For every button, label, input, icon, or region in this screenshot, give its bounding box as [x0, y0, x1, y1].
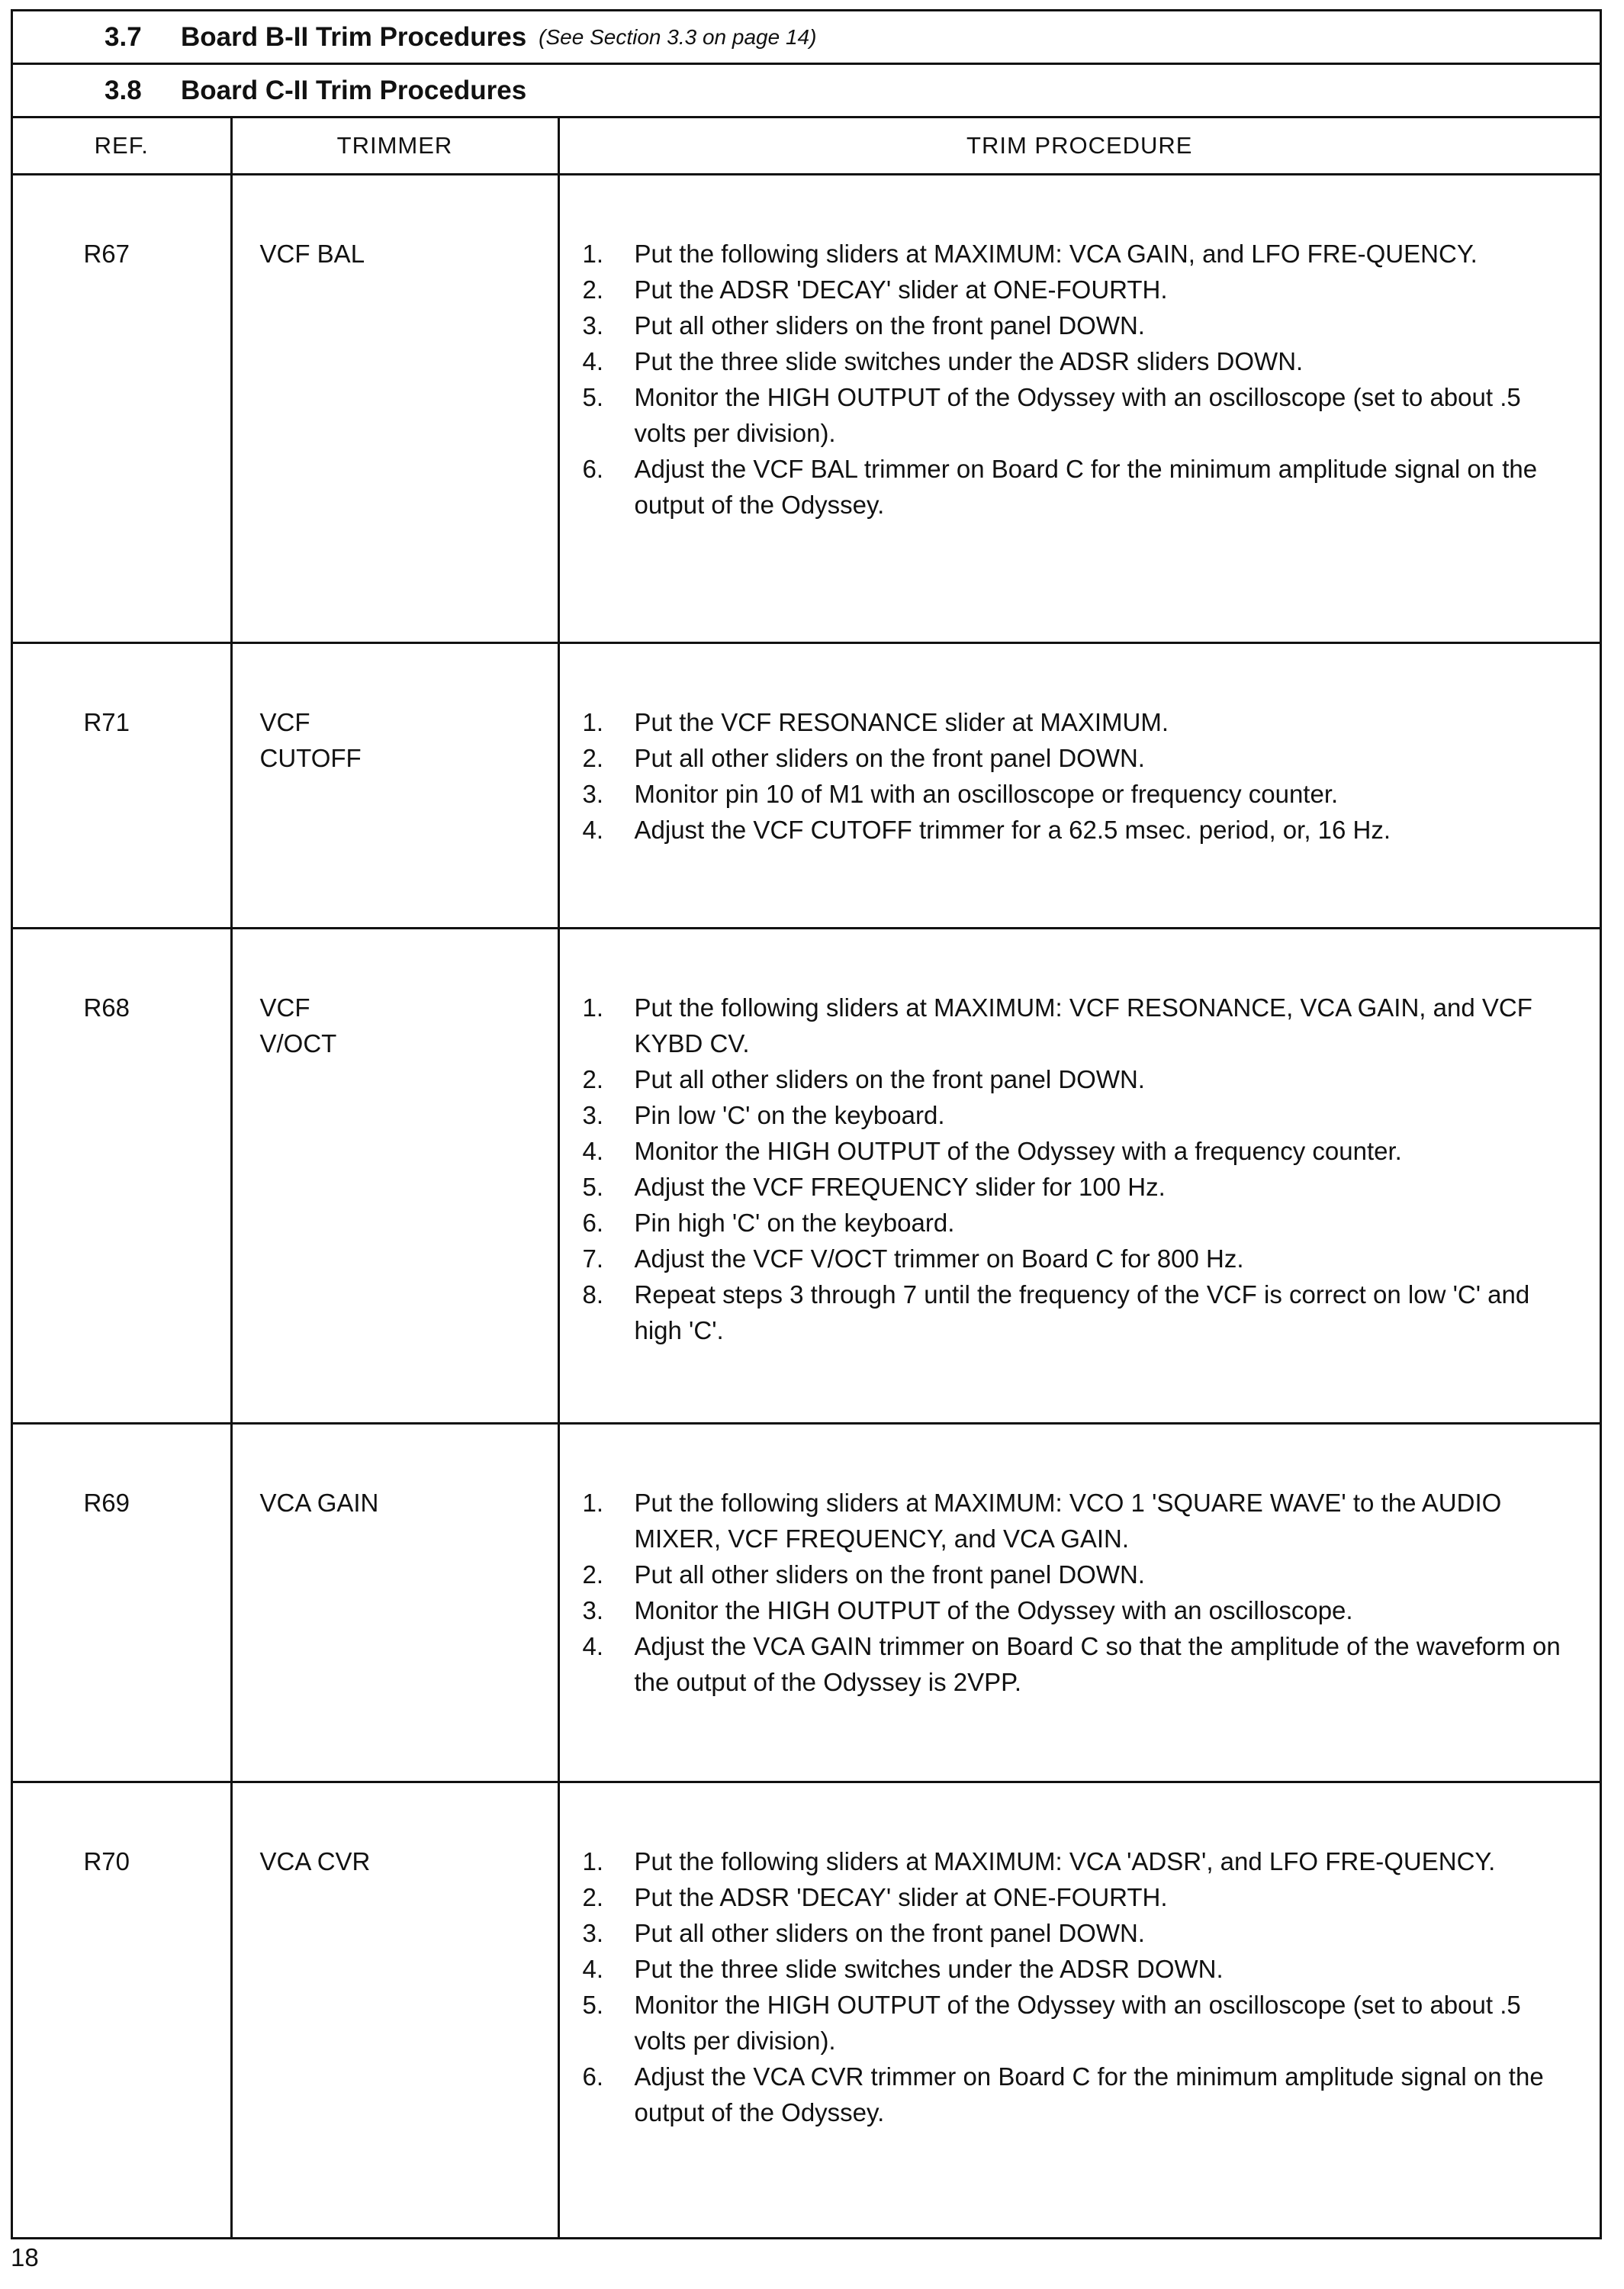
trimmer-name-line: VCA CVR: [259, 1847, 371, 1875]
procedure-step: [583, 451, 1577, 523]
step-number: 3.: [582, 311, 604, 340]
step-text: Put all other sliders on the front panel DOWN.: [634, 744, 1145, 772]
step-text: Adjust the VCF BAL trimmer on Board C for the minimum amplitude signal on the output of the Odyssey.: [634, 455, 1538, 519]
step-number: 2.: [582, 275, 604, 304]
step-number: 3.: [582, 1919, 604, 1947]
procedure-step: [583, 1951, 1577, 1987]
step-text: Put the VCF RESONANCE slider at MAXIMUM.: [634, 708, 1169, 736]
step-text: Monitor pin 10 of M1 with an oscilloscope or frequency counter.: [634, 780, 1339, 808]
procedure-step: [583, 1485, 1577, 1557]
trimmer-name-line: VCF: [259, 993, 310, 1022]
step-number: 2.: [582, 1883, 604, 1911]
table-row: [13, 643, 1600, 929]
step-number: 1.: [582, 240, 604, 268]
procedure-step: [583, 1592, 1577, 1628]
procedure-steps: [583, 1843, 1577, 2130]
procedure-step: [583, 1987, 1577, 2059]
step-number: 3.: [582, 780, 604, 808]
step-number: 8.: [582, 1280, 604, 1309]
ref-value: R67: [83, 240, 130, 268]
step-text: Put the following sliders at MAXIMUM: VCF RESONANCE, VCA GAIN, and VCF KYBD CV.: [634, 993, 1532, 1058]
step-number: 1.: [582, 1489, 604, 1517]
header-procedure: TRIM PROCEDURE: [558, 118, 1600, 175]
table-row: [13, 175, 1600, 643]
step-text: Put all other sliders on the front panel DOWN.: [634, 1065, 1145, 1093]
trimmer-name-line: CUTOFF: [259, 744, 362, 772]
section-number: 3.8: [105, 75, 142, 105]
step-text: Adjust the VCF CUTOFF trimmer for a 62.5 msec. period, or, 16 Hz.: [634, 816, 1391, 844]
trimmer-cell: [231, 1424, 558, 1782]
procedure-step: [583, 236, 1577, 272]
procedure-step: [583, 1097, 1577, 1133]
section-title: Board B-II Trim Procedures: [181, 21, 527, 52]
procedure-step: [583, 2059, 1577, 2130]
step-text: Monitor the HIGH OUTPUT of the Odyssey with an oscilloscope (set to about .5 volts per division).: [634, 1991, 1521, 2055]
step-text: Put the following sliders at MAXIMUM: VCO 1 'SQUARE WAVE' to the AUDIO MIXER, VCF FREQUENCY, and VCA GAIN.: [634, 1489, 1502, 1553]
procedure-step: [583, 1169, 1577, 1205]
ref-value: R71: [83, 708, 130, 736]
step-text: Put the three slide switches under the ADSR DOWN.: [634, 1955, 1224, 1983]
procedure-step: [583, 1133, 1577, 1169]
step-text: Put all other sliders on the front panel DOWN.: [634, 1919, 1145, 1947]
procedure-step: [583, 379, 1577, 451]
procedure-step: [583, 1843, 1577, 1879]
procedure-step: [583, 776, 1577, 812]
trim-table: [13, 118, 1600, 2237]
ref-cell: [13, 643, 231, 929]
procedure-step: [583, 1915, 1577, 1951]
step-number: 3.: [582, 1101, 604, 1129]
procedure-step: [583, 1879, 1577, 1915]
step-text: Adjust the VCF FREQUENCY slider for 100 Hz.: [634, 1173, 1166, 1201]
trimmer-cell: [231, 175, 558, 643]
trimmer-name-line: V/OCT: [259, 1029, 337, 1058]
section-heading-3-7: [13, 11, 1600, 65]
step-number: 5.: [582, 383, 604, 411]
step-number: 6.: [582, 2062, 604, 2091]
procedure-step: [583, 343, 1577, 379]
step-text: Put all other sliders on the front panel DOWN.: [634, 311, 1145, 340]
step-number: 4.: [582, 1955, 604, 1983]
section-heading-3-8: [13, 65, 1600, 118]
procedure-steps: [583, 236, 1577, 523]
section-title: Board C-II Trim Procedures: [181, 75, 527, 105]
procedure-cell: [558, 643, 1600, 929]
procedure-step: [583, 812, 1577, 848]
ref-value: R70: [83, 1847, 130, 1875]
procedure-steps: [583, 990, 1577, 1348]
section-note: (See Section 3.3 on page 14): [539, 24, 817, 49]
step-number: 4.: [582, 347, 604, 375]
trimmer-name-line: VCA GAIN: [259, 1489, 379, 1517]
ref-cell: [13, 175, 231, 643]
step-text: Pin high 'C' on the keyboard.: [634, 1209, 955, 1237]
step-number: 7.: [582, 1244, 604, 1273]
ref-value: R69: [83, 1489, 130, 1517]
step-text: Put the ADSR 'DECAY' slider at ONE-FOURTH.: [634, 275, 1168, 304]
procedure-step: [583, 1061, 1577, 1097]
ref-value: R68: [83, 993, 130, 1022]
ref-cell: [13, 929, 231, 1424]
procedure-cell: [558, 929, 1600, 1424]
step-number: 1.: [582, 708, 604, 736]
step-number: 1.: [582, 1847, 604, 1875]
trimmer-cell: [231, 929, 558, 1424]
procedure-step: [583, 704, 1577, 740]
ref-cell: [13, 1782, 231, 2237]
trim-procedures-frame: [11, 9, 1602, 2239]
step-text: Monitor the HIGH OUTPUT of the Odyssey with a frequency counter.: [634, 1137, 1402, 1165]
step-text: Monitor the HIGH OUTPUT of the Odyssey with an oscilloscope.: [634, 1596, 1353, 1624]
procedure-cell: [558, 175, 1600, 643]
step-text: Put the three slide switches under the ADSR sliders DOWN.: [634, 347, 1304, 375]
step-number: 4.: [582, 1632, 604, 1660]
step-number: 5.: [582, 1173, 604, 1201]
step-number: 1.: [582, 993, 604, 1022]
step-text: Adjust the VCF V/OCT trimmer on Board C for 800 Hz.: [634, 1244, 1244, 1273]
step-number: 2.: [582, 1065, 604, 1093]
procedure-step: [583, 1628, 1577, 1700]
step-text: Pin low 'C' on the keyboard.: [634, 1101, 945, 1129]
step-number: 4.: [582, 816, 604, 844]
page-number: 18: [11, 2243, 39, 2271]
procedure-step: [583, 1205, 1577, 1241]
step-number: 6.: [582, 455, 604, 483]
procedure-step: [583, 1276, 1577, 1348]
trimmer-cell: [231, 643, 558, 929]
step-text: Put the ADSR 'DECAY' slider at ONE-FOURTH.: [634, 1883, 1168, 1911]
header-trimmer: TRIMMER: [231, 118, 558, 175]
step-number: 5.: [582, 1991, 604, 2019]
trimmer-name-line: VCF BAL: [259, 240, 365, 268]
procedure-cell: [558, 1782, 1600, 2237]
header-ref: REF.: [13, 118, 231, 175]
step-text: Monitor the HIGH OUTPUT of the Odyssey with an oscilloscope (set to about .5 volts per division).: [634, 383, 1521, 447]
trimmer-name-line: VCF: [259, 708, 310, 736]
step-text: Put the following sliders at MAXIMUM: VCA 'ADSR', and LFO FRE-QUENCY.: [634, 1847, 1496, 1875]
procedure-step: [583, 740, 1577, 776]
trimmer-cell: [231, 1782, 558, 2237]
step-number: 6.: [582, 1209, 604, 1237]
step-text: Adjust the VCA CVR trimmer on Board C for the minimum amplitude signal on the output of the Odyssey.: [634, 2062, 1544, 2126]
step-number: 2.: [582, 744, 604, 772]
step-number: 2.: [582, 1560, 604, 1589]
step-text: Put the following sliders at MAXIMUM: VCA GAIN, and LFO FRE-QUENCY.: [634, 240, 1478, 268]
step-text: Repeat steps 3 through 7 until the frequency of the VCF is correct on low 'C' and high 'C'.: [634, 1280, 1530, 1344]
table-row: [13, 1782, 1600, 2237]
table-body: [13, 175, 1600, 2237]
procedure-steps: [583, 704, 1577, 848]
section-number: 3.7: [105, 21, 142, 52]
step-number: 4.: [582, 1137, 604, 1165]
step-number: 3.: [582, 1596, 604, 1624]
procedure-step: [583, 990, 1577, 1061]
table-header-row: [13, 118, 1600, 175]
table-row: [13, 1424, 1600, 1782]
procedure-step: [583, 307, 1577, 343]
step-text: Adjust the VCA GAIN trimmer on Board C so that the amplitude of the waveform on the output of the Odyssey is 2VPP.: [634, 1632, 1561, 1696]
step-text: Put all other sliders on the front panel DOWN.: [634, 1560, 1145, 1589]
procedure-steps: [583, 1485, 1577, 1700]
procedure-step: [583, 1557, 1577, 1592]
procedure-step: [583, 272, 1577, 307]
procedure-cell: [558, 1424, 1600, 1782]
procedure-step: [583, 1241, 1577, 1276]
ref-cell: [13, 1424, 231, 1782]
table-row: [13, 929, 1600, 1424]
